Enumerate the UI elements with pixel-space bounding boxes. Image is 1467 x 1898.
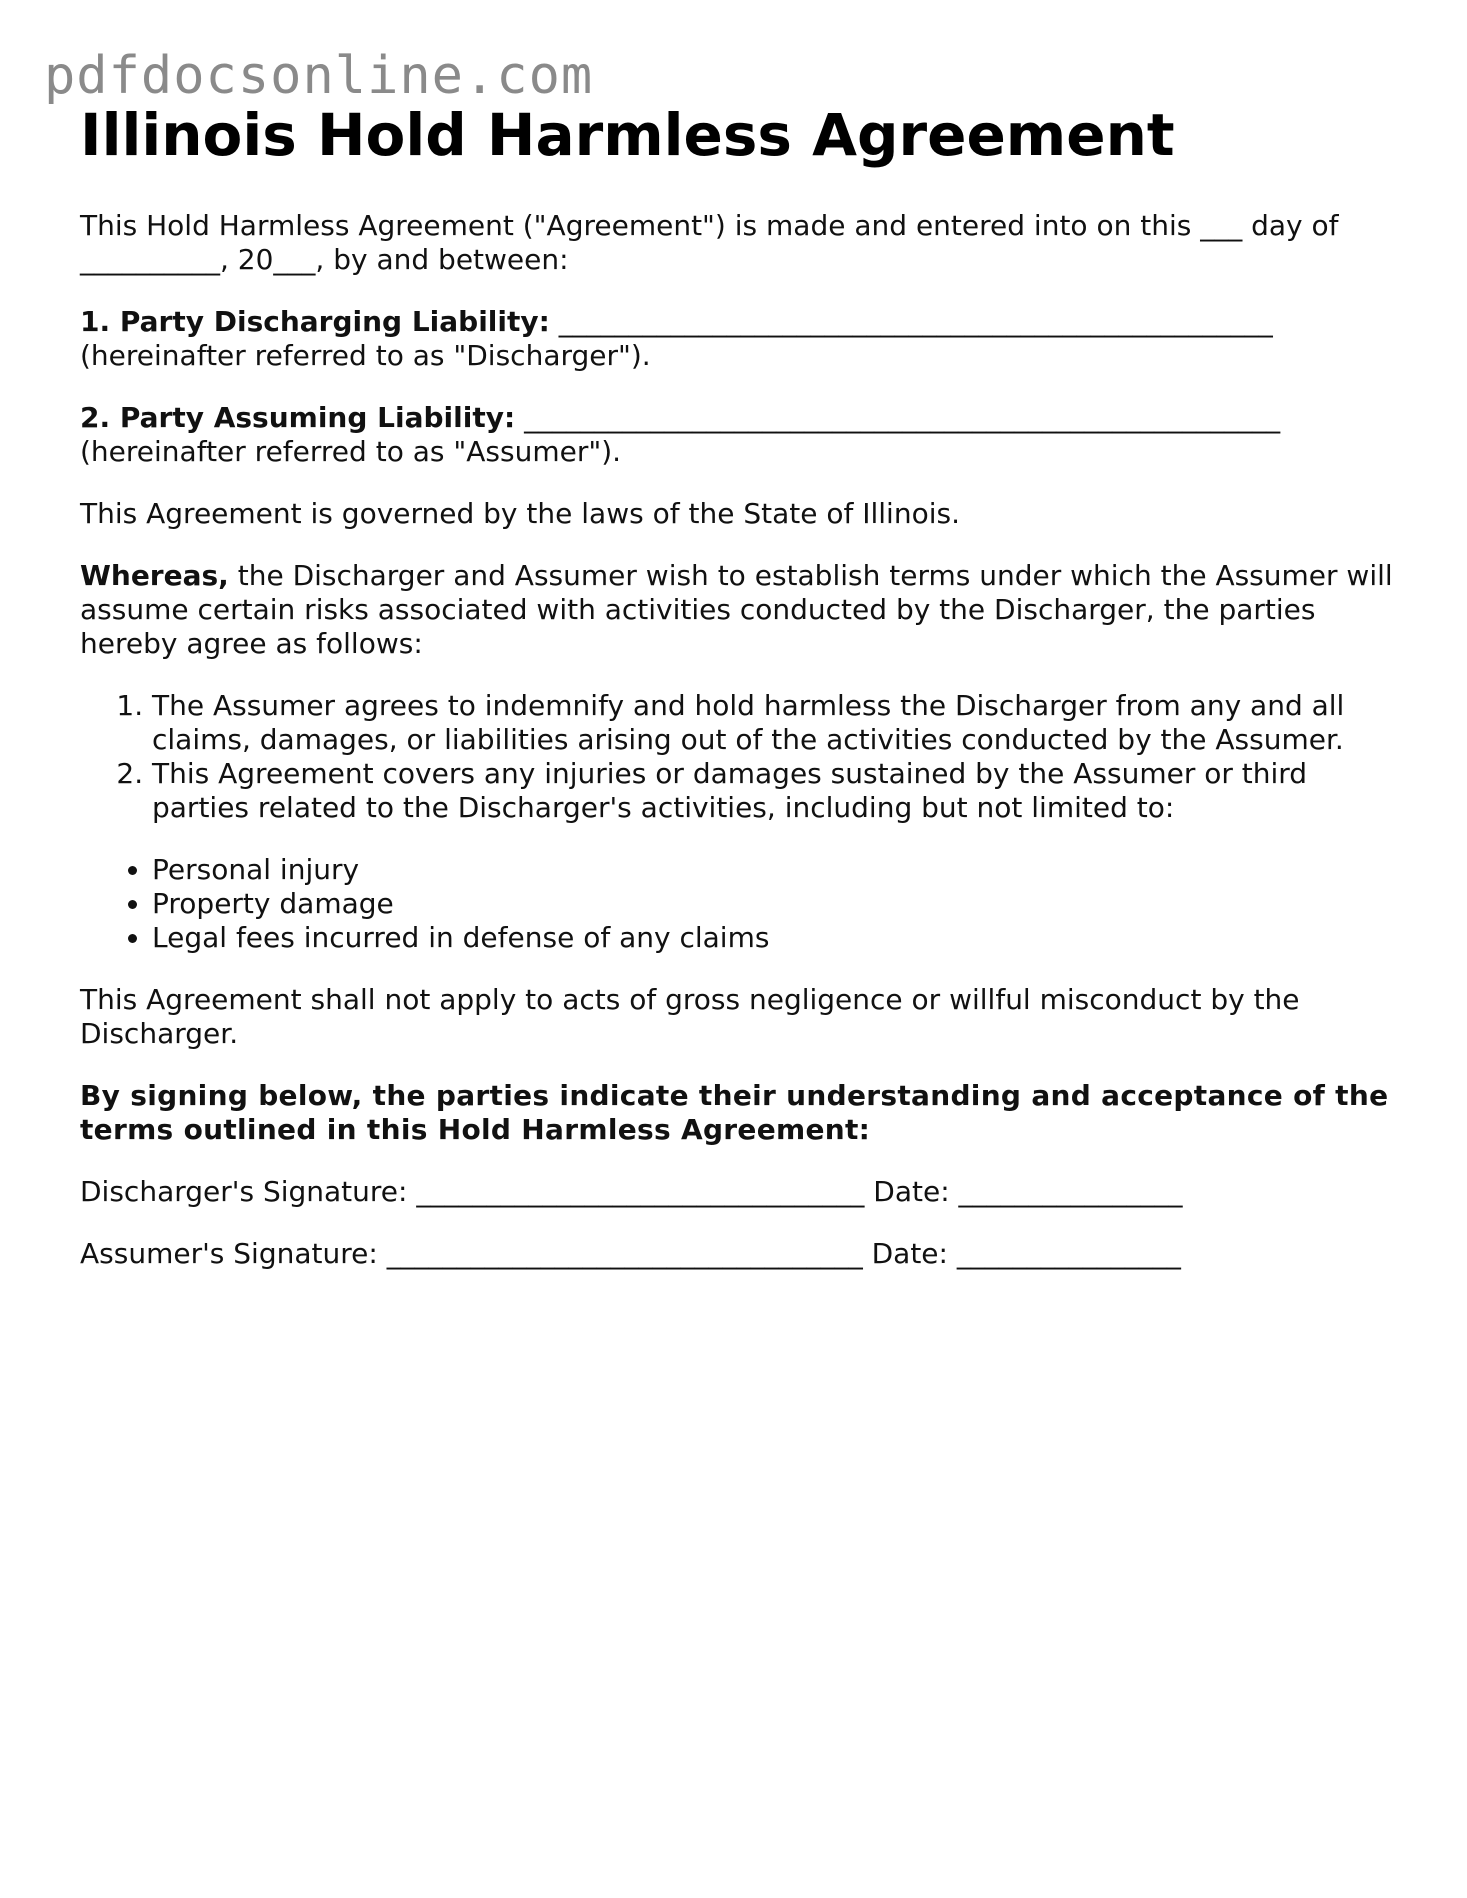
- acceptance-statement: [80, 1079, 1400, 1147]
- whereas-paragraph: [80, 559, 1400, 661]
- covered-list: [80, 853, 1400, 955]
- assumer-date-field[interactable]: ________________: [956, 1236, 1181, 1270]
- party-assumer-label: 2. Party Assuming Liability:: [80, 400, 516, 434]
- party-assumer-blank[interactable]: ______________________________________________________: [524, 400, 1281, 434]
- intro-line-1: This Hold Harmless Agreement ("Agreement") is made and entered into on this ___ day of: [80, 208, 1339, 242]
- acceptance-text: By signing below, the parties indicate their understanding and acceptance of the terms outlined in this Hold Harmless Agreement:: [80, 1078, 1389, 1146]
- list-item: 1. The Assumer agrees to indemnify and hold harmless the Discharger from any and all claims, damages, or liabilities arising out of the activities conducted by the Assumer.: [152, 689, 1400, 757]
- document-title: Illinois Hold Harmless Agreement: [80, 101, 1175, 169]
- party-discharger-blank[interactable]: ___________________________________________________: [558, 304, 1273, 338]
- assumer-signature-label: Assumer's Signature:: [80, 1236, 378, 1270]
- list-item: • Property damage: [152, 887, 1400, 921]
- discharger-signature-label: Discharger's Signature:: [80, 1174, 408, 1208]
- list-item: 2. This Agreement covers any injuries or damages sustained by the Assumer or third parties related to the Discharger's activities, including but not limited to:: [152, 757, 1400, 825]
- whereas-lead: Whereas,: [80, 558, 229, 592]
- assumer-date-label: Date:: [871, 1236, 948, 1270]
- party-discharger: [80, 305, 1400, 373]
- party-assumer: [80, 401, 1400, 469]
- assumer-signature-field[interactable]: __________________________________: [386, 1236, 863, 1270]
- list-item: • Legal fees incurred in defense of any claims: [152, 921, 1400, 955]
- governing-law: This Agreement is governed by the laws of the State of Illinois.: [80, 496, 960, 530]
- discharger-date-label: Date:: [873, 1174, 950, 1208]
- list-item: • Personal injury: [152, 853, 1400, 887]
- whereas-text: the Discharger and Assumer wish to establish terms under which the Assumer will assume certain risks associated with activities conducted by the Discharger, the parties hereby agree as follows:: [80, 558, 1393, 660]
- exclusion-paragraph: This Agreement shall not apply to acts of gross negligence or willful misconduct by the Discharger.: [80, 982, 1300, 1050]
- signature-line-assumer: [80, 1237, 1400, 1271]
- party-discharger-role: (hereinafter referred to as "Discharger").: [80, 338, 651, 372]
- intro-paragraph: [80, 209, 1400, 277]
- intro-line-2: __________, 20___, by and between:: [80, 242, 569, 276]
- party-discharger-label: 1. Party Discharging Liability:: [80, 304, 550, 338]
- discharger-date-field[interactable]: ________________: [958, 1174, 1183, 1208]
- terms-list: [80, 689, 1400, 825]
- discharger-signature-field[interactable]: ________________________________: [416, 1174, 865, 1208]
- signature-line-discharger: [80, 1175, 1400, 1209]
- party-assumer-role: (hereinafter referred to as "Assumer").: [80, 434, 622, 468]
- document-page: [80, 102, 1400, 1299]
- watermark: pdfdocsonline.com: [44, 46, 594, 106]
